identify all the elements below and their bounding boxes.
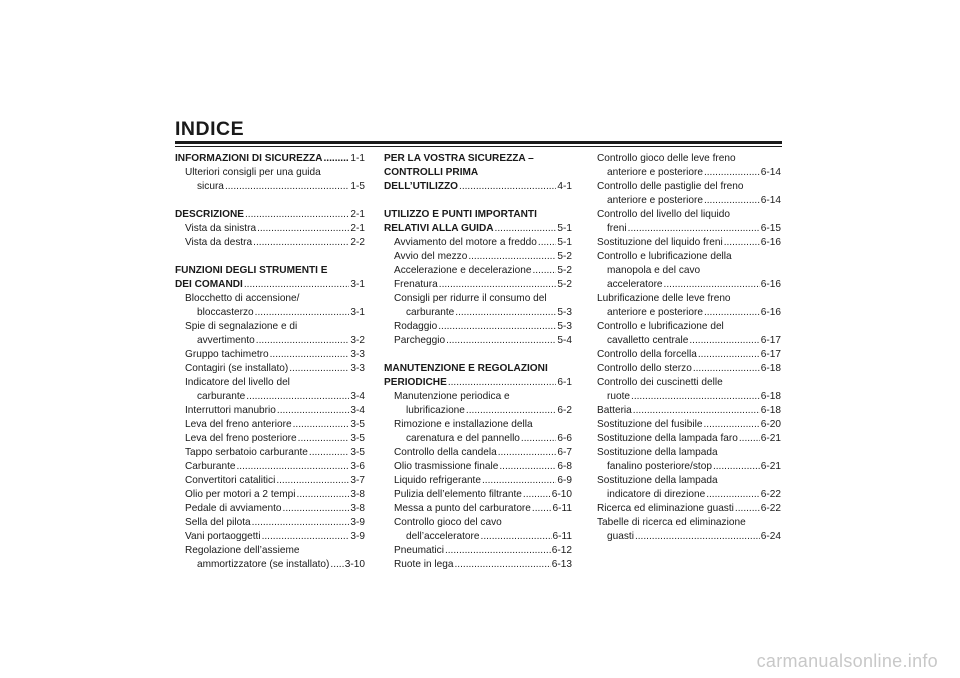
toc-entry[interactable]: RELATIVI ALLA GUIDA ..... 5-1 bbox=[384, 222, 572, 236]
toc-entry[interactable]: Carburante ..... 3-6 bbox=[175, 460, 365, 474]
toc-entry[interactable]: carenatura e del pannello ..... 6-6 bbox=[384, 432, 572, 446]
toc-entry[interactable]: anteriore e posteriore ..... 6-14 bbox=[597, 194, 781, 208]
toc-entry-line: Regolazione dell’assieme bbox=[185, 545, 300, 556]
toc-entry[interactable]: Vani portaoggetti ..... 3-9 bbox=[175, 530, 365, 544]
toc-entry[interactable]: Sostituzione del liquido freni ..... 6-16 bbox=[597, 236, 781, 250]
toc-entry[interactable]: bloccasterzo ..... 3-1 bbox=[175, 306, 365, 320]
toc-entry[interactable]: Convertitori catalitici ..... 3-7 bbox=[175, 474, 365, 488]
toc-entry[interactable]: DEI COMANDI ..... 3-1 bbox=[175, 278, 365, 292]
toc-entry[interactable]: Liquido refrigerante ..... 6-9 bbox=[384, 474, 572, 488]
toc-entry[interactable]: cavalletto centrale ..... 6-17 bbox=[597, 334, 781, 348]
toc-entry-line: Sostituzione della lampada bbox=[597, 475, 718, 486]
toc-entry[interactable]: Frenatura ..... 5-2 bbox=[384, 278, 572, 292]
toc-entry[interactable]: ammortizzatore (se installato) ..... 3-10 bbox=[175, 558, 365, 572]
toc-entry[interactable]: INFORMAZIONI DI SICUREZZA ..... 1-1 bbox=[175, 152, 365, 166]
toc-entry[interactable]: Ruote in lega ..... 6-13 bbox=[384, 558, 572, 572]
toc-entry[interactable]: Vista da sinistra ..... 2-1 bbox=[175, 222, 365, 236]
toc-entry[interactable]: anteriore e posteriore ..... 6-14 bbox=[597, 166, 781, 180]
toc-entry[interactable]: lubrificazione ..... 6-2 bbox=[384, 404, 572, 418]
toc-entry-line: Controllo e lubrificazione del bbox=[597, 321, 724, 332]
toc-entry-line: UTILIZZO E PUNTI IMPORTANTI bbox=[384, 209, 537, 220]
toc-entry[interactable]: Sostituzione del fusibile ..... 6-20 bbox=[597, 418, 781, 432]
toc-entry[interactable]: Parcheggio ..... 5-4 bbox=[384, 334, 572, 348]
watermark: carmanualsonline.info bbox=[756, 651, 938, 671]
toc-entry[interactable]: DESCRIZIONE ..... 2-1 bbox=[175, 208, 365, 222]
toc-entry[interactable]: Gruppo tachimetro ..... 3-3 bbox=[175, 348, 365, 362]
toc-entry[interactable]: freni ..... 6-15 bbox=[597, 222, 781, 236]
toc-entry-line: Lubrificazione delle leve freno bbox=[597, 293, 731, 304]
toc-entry-line: Blocchetto di accensione/ bbox=[185, 293, 300, 304]
toc-entry-line: Sostituzione della lampada bbox=[597, 447, 718, 458]
toc-entry[interactable]: Ricerca ed eliminazione guasti ..... 6-22 bbox=[597, 502, 781, 516]
toc-entry[interactable]: DELL’UTILIZZO ..... 4-1 bbox=[384, 180, 572, 194]
toc-entry[interactable]: Sella del pilota ..... 3-9 bbox=[175, 516, 365, 530]
toc-entry-line: Spie di segnalazione e di bbox=[185, 321, 298, 332]
toc-entry[interactable]: Controllo della forcella ..... 6-17 bbox=[597, 348, 781, 362]
toc-entry[interactable]: Controllo dello sterzo ..... 6-18 bbox=[597, 362, 781, 376]
toc-entry[interactable]: Sostituzione della lampada faro ..... 6-21 bbox=[597, 432, 781, 446]
toc-entry-line: Controllo gioco del cavo bbox=[394, 517, 502, 528]
toc-entry[interactable]: guasti ..... 6-24 bbox=[597, 530, 781, 544]
toc-column-3 bbox=[597, 152, 781, 544]
toc-entry[interactable]: Pedale di avviamento ..... 3-8 bbox=[175, 502, 365, 516]
page-title: INDICE bbox=[175, 118, 245, 140]
toc-entry-line: Tabelle di ricerca ed eliminazione bbox=[597, 517, 746, 528]
toc-entry[interactable]: Olio trasmissione finale ..... 6-8 bbox=[384, 460, 572, 474]
toc-entry[interactable]: Avviamento del motore a freddo ..... 5-1 bbox=[384, 236, 572, 250]
toc-entry-line: Controllo delle pastiglie del freno bbox=[597, 181, 744, 192]
toc-entry-line: MANUTENZIONE E REGOLAZIONI bbox=[384, 363, 548, 374]
toc-entry[interactable]: Olio per motori a 2 tempi ..... 3-8 bbox=[175, 488, 365, 502]
toc-entry[interactable]: Rodaggio ..... 5-3 bbox=[384, 320, 572, 334]
toc-entry[interactable]: Interruttori manubrio ..... 3-4 bbox=[175, 404, 365, 418]
toc-entry[interactable]: carburante ..... 3-4 bbox=[175, 390, 365, 404]
toc-entry[interactable]: Tappo serbatoio carburante ..... 3-5 bbox=[175, 446, 365, 460]
toc-entry[interactable]: Avvio del mezzo ..... 5-2 bbox=[384, 250, 572, 264]
toc-entry[interactable]: avvertimento ..... 3-2 bbox=[175, 334, 365, 348]
title-rule-thick bbox=[175, 141, 782, 144]
toc-column-1 bbox=[175, 152, 365, 572]
toc-entry[interactable]: Controllo della candela ..... 6-7 bbox=[384, 446, 572, 460]
toc-entry[interactable]: Pulizia dell’elemento filtrante ..... 6-10 bbox=[384, 488, 572, 502]
toc-entry[interactable]: dell’acceleratore ..... 6-11 bbox=[384, 530, 572, 544]
toc-entry-line: manopola e del cavo bbox=[607, 265, 701, 276]
toc-entry[interactable]: Messa a punto del carburatore ..... 6-11 bbox=[384, 502, 572, 516]
toc-entry-line: CONTROLLI PRIMA bbox=[384, 167, 479, 178]
toc-entry-line: Consigli per ridurre il consumo del bbox=[394, 293, 547, 304]
toc-entry[interactable]: acceleratore ..... 6-16 bbox=[597, 278, 781, 292]
title-rule-thin bbox=[175, 146, 782, 147]
toc-entry[interactable]: Leva del freno anteriore ..... 3-5 bbox=[175, 418, 365, 432]
toc-entry-line: Ulteriori consigli per una guida bbox=[185, 167, 321, 178]
toc-entry[interactable]: sicura ..... 1-5 bbox=[175, 180, 365, 194]
toc-entry-line: Rimozione e installazione della bbox=[394, 419, 533, 430]
toc-entry-line: Controllo gioco delle leve freno bbox=[597, 153, 736, 164]
toc-entry[interactable]: Pneumatici ..... 6-12 bbox=[384, 544, 572, 558]
toc-entry[interactable]: anteriore e posteriore ..... 6-16 bbox=[597, 306, 781, 320]
toc-entry[interactable]: PERIODICHE ..... 6-1 bbox=[384, 376, 572, 390]
toc-entry[interactable]: carburante ..... 5-3 bbox=[384, 306, 572, 320]
toc-entry[interactable]: Leva del freno posteriore ..... 3-5 bbox=[175, 432, 365, 446]
toc-entry-line: PER LA VOSTRA SICUREZZA – bbox=[384, 153, 534, 164]
toc-entry-line: Indicatore del livello del bbox=[185, 377, 290, 388]
toc-entry[interactable]: indicatore di direzione ..... 6-22 bbox=[597, 488, 781, 502]
toc-entry[interactable]: Batteria ..... 6-18 bbox=[597, 404, 781, 418]
toc-entry[interactable]: Vista da destra ..... 2-2 bbox=[175, 236, 365, 250]
toc-entry-line: Controllo e lubrificazione della bbox=[597, 251, 732, 262]
toc-entry-line: Controllo del livello del liquido bbox=[597, 209, 730, 220]
toc-entry-line: FUNZIONI DEGLI STRUMENTI E bbox=[175, 265, 328, 276]
toc-entry-line: Controllo dei cuscinetti delle bbox=[597, 377, 723, 388]
toc-column-2 bbox=[384, 152, 572, 572]
toc-entry[interactable]: fanalino posteriore/stop ..... 6-21 bbox=[597, 460, 781, 474]
toc-entry[interactable]: ruote ..... 6-18 bbox=[597, 390, 781, 404]
toc-entry[interactable]: Accelerazione e decelerazione ..... 5-2 bbox=[384, 264, 572, 278]
toc-entry[interactable]: Contagiri (se installato) ..... 3-3 bbox=[175, 362, 365, 376]
toc-entry-line: Manutenzione periodica e bbox=[394, 391, 510, 402]
